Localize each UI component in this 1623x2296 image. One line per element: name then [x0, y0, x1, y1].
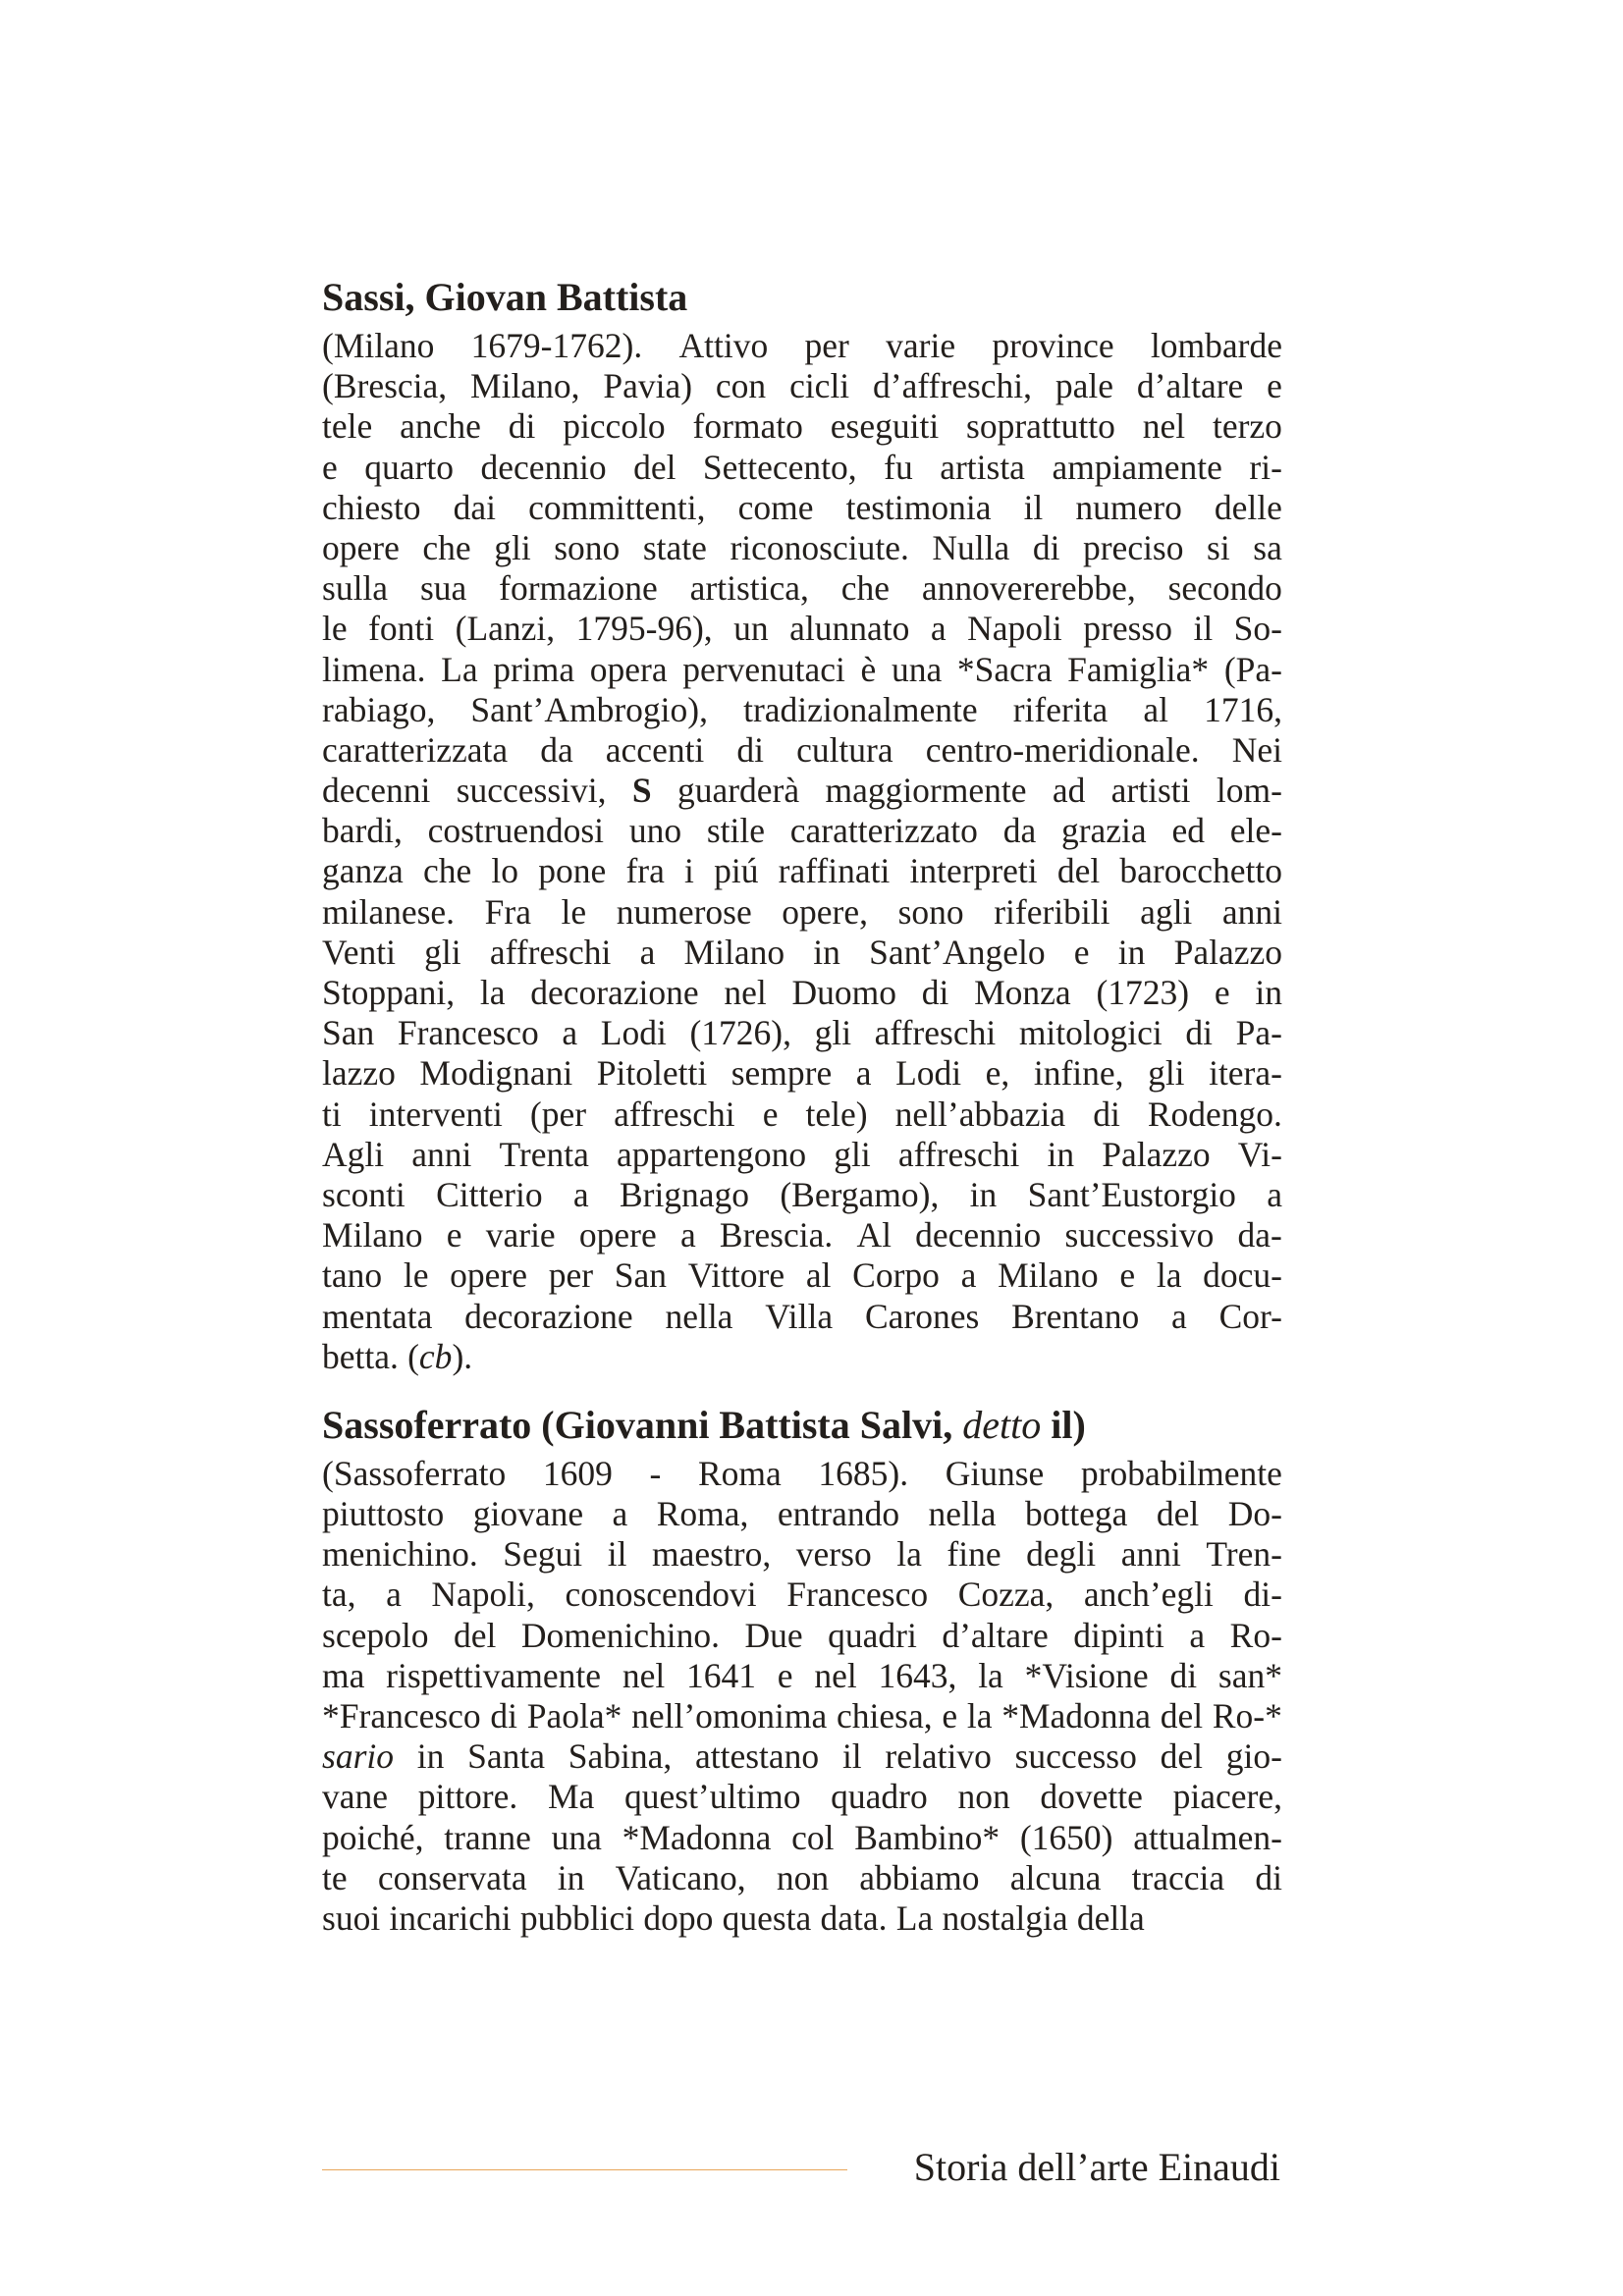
body-line: limena. La prima opera pervenutaci è una *Sacra Famiglia* (Pa-: [322, 649, 1282, 689]
body-line: vane pittore. Ma quest’ultimo quadro non dovette piacere,: [322, 1777, 1282, 1817]
body-line: ta, a Napoli, conoscendovi Francesco Cozza, anch’egli di-: [322, 1575, 1282, 1615]
body-line: piuttosto giovane a Roma, entrando nella bottega del Do-: [322, 1494, 1282, 1534]
body-line: betta. (cb).: [322, 1336, 473, 1376]
body-line: (Brescia, Milano, Pavia) con cicli d’affreschi, pale d’altare e: [322, 366, 1282, 406]
body-line: mentata decorazione nella Villa Carones Brentano a Cor-: [322, 1296, 1282, 1336]
entry-body: [322, 326, 1282, 1377]
body-line: menichino. Segui il maestro, verso la fine degli anni Tren-: [322, 1534, 1282, 1575]
body-line: ma rispettivamente nel 1641 e nel 1643, la *Visione di san*: [322, 1655, 1282, 1695]
body-line: *Francesco di Paola* nell’omonima chiesa, e la *Madonna del Ro-*: [322, 1696, 1282, 1735]
body-line: tele anche di piccolo formato eseguiti soprattutto nel terzo: [322, 406, 1282, 447]
body-line: tano le opere per San Vittore al Corpo a Milano e la docu-: [322, 1255, 1282, 1296]
body-line: (Milano 1679-1762). Attivo per varie province lombarde: [322, 326, 1282, 365]
body-line: ti interventi (per affreschi e tele) nell’abbazia di Rodengo.: [322, 1094, 1282, 1134]
text-block: [322, 275, 1282, 1939]
entry-sassi: [322, 275, 1282, 1377]
body-line: ganza che lo pone fra i piú raffinati interpreti del barocchetto: [322, 851, 1282, 891]
body-line: opere che gli sono state riconosciute. Nulla di preciso si sa: [322, 527, 1282, 567]
body-line: scepolo del Domenichino. Due quadri d’altare dipinti a Ro-: [322, 1615, 1282, 1655]
body-line: chiesto dai committenti, come testimonia il numero delle: [322, 487, 1282, 527]
body-line: sulla sua formazione artistica, che annovererebbe, secondo: [322, 568, 1282, 609]
body-line: rabiago, Sant’Ambrogio), tradizionalmente riferita al 1716,: [322, 689, 1282, 729]
entry-heading: [322, 1403, 1282, 1448]
body-line: San Francesco a Lodi (1726), gli affreschi mitologici di Pa-: [322, 1013, 1282, 1053]
body-line: lazzo Modignani Pitoletti sempre a Lodi e, infine, gli itera-: [322, 1053, 1282, 1094]
body-line: bardi, costruendosi uno stile caratterizzato da grazia ed ele-: [322, 811, 1282, 851]
body-line: e quarto decennio del Settecento, fu artista ampiamente ri-: [322, 447, 1282, 487]
body-line: poiché, tranne una *Madonna col Bambino* (1650) attualmen-: [322, 1817, 1282, 1857]
heading-qualifier: detto: [962, 1402, 1042, 1447]
body-line: caratterizzata da accenti di cultura centro-meridionale. Nei: [322, 729, 1282, 770]
body-line: sario in Santa Sabina, attestano il relativo successo del gio-: [322, 1736, 1282, 1777]
body-line: sconti Citterio a Brignago (Bergamo), in Sant’Eustorgio a: [322, 1174, 1282, 1214]
body-line: (Sassoferrato 1609 - Roma 1685). Giunse probabilmente: [322, 1453, 1282, 1493]
footer-title: Storia dell’arte Einaudi: [913, 2145, 1280, 2189]
footer-rule: [322, 2169, 847, 2170]
entry-sassoferrato: [322, 1403, 1282, 1939]
body-line: Milano e varie opere a Brescia. Al decennio successivo da-: [322, 1215, 1282, 1255]
entry-body: [322, 1454, 1282, 1939]
body-line: decenni successivi, S guarderà maggiormente ad artisti lom-: [322, 771, 1282, 811]
body-line: Stoppani, la decorazione nel Duomo di Monza (1723) e in: [322, 973, 1282, 1012]
heading-name: Sassi, Giovan Battista: [322, 275, 688, 319]
heading-suffix: il): [1051, 1402, 1086, 1447]
body-line: te conservata in Vaticano, non abbiamo alcuna traccia di: [322, 1857, 1282, 1897]
entry-heading: [322, 275, 1282, 320]
body-line: milanese. Fra le numerose opere, sono riferibili agli anni: [322, 891, 1282, 932]
heading-name: Sassoferrato (Giovanni Battista Salvi,: [322, 1402, 953, 1447]
body-line: suoi incarichi pubblici dopo questa data. La nostalgia della: [322, 1897, 1145, 1938]
body-line: Agli anni Trenta appartengono gli affreschi in Palazzo Vi-: [322, 1134, 1282, 1174]
body-line: Venti gli affreschi a Milano in Sant’Angelo e in Palazzo: [322, 932, 1282, 972]
body-line: le fonti (Lanzi, 1795-96), un alunnato a Napoli presso il So-: [322, 609, 1282, 649]
